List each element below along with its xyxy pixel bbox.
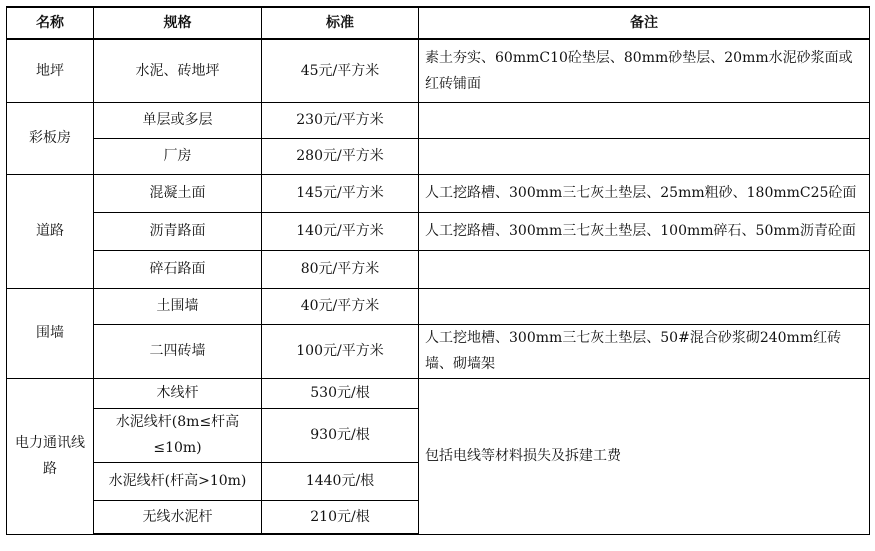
- spec-cell: 单层或多层: [94, 102, 262, 138]
- table-row: [7, 212, 870, 250]
- spec-cell: 土围墙: [94, 288, 262, 324]
- spec-cell: 水泥线杆(杆高>10m): [94, 462, 262, 500]
- standard-cell: 530元/根: [262, 378, 419, 408]
- category-name: 围墙: [7, 288, 94, 378]
- standard-cell: 230元/平方米: [262, 102, 419, 138]
- standard-cell: 210元/根: [262, 500, 419, 534]
- note-cell: 人工挖路槽、300mm三七灰土垫层、100mm碎石、50mm沥青砼面: [419, 212, 870, 250]
- standard-cell: 140元/平方米: [262, 212, 419, 250]
- table-row: [7, 250, 870, 288]
- spec-cell: 木线杆: [94, 378, 262, 408]
- note-cell: [419, 102, 870, 138]
- spec-cell: 水泥线杆(8m≤杆高≤10m): [94, 408, 262, 462]
- standard-cell: 80元/平方米: [262, 250, 419, 288]
- note-cell: [419, 138, 870, 174]
- note-cell: 人工挖路槽、300mm三七灰土垫层、25mm粗砂、180mmC25砼面: [419, 174, 870, 212]
- header-name: 名称: [7, 7, 94, 39]
- fee-standard-table: [6, 6, 870, 535]
- standard-cell: 145元/平方米: [262, 174, 419, 212]
- standard-cell: 40元/平方米: [262, 288, 419, 324]
- header-notes: 备注: [419, 7, 870, 39]
- category-name: 彩板房: [7, 102, 94, 174]
- spec-cell: 沥青路面: [94, 212, 262, 250]
- spec-cell: 无线水泥杆: [94, 500, 262, 534]
- table-row: [7, 324, 870, 378]
- category-name: 道路: [7, 174, 94, 288]
- standard-cell: 280元/平方米: [262, 138, 419, 174]
- spec-cell: 碎石路面: [94, 250, 262, 288]
- table-row: [7, 288, 870, 324]
- note-cell: 素土夯实、60mmC10砼垫层、80mm砂垫层、20mm水泥砂浆面或红砖铺面: [419, 39, 870, 102]
- table-row: [7, 39, 870, 102]
- spec-cell: 厂房: [94, 138, 262, 174]
- table-row: [7, 138, 870, 174]
- table-row: [7, 102, 870, 138]
- table-row: [7, 174, 870, 212]
- header-standard: 标准: [262, 7, 419, 39]
- spec-cell: 二四砖墙: [94, 324, 262, 378]
- standard-cell: 1440元/根: [262, 462, 419, 500]
- category-name: 电力通讯线路: [7, 378, 94, 534]
- header-row: [7, 7, 870, 39]
- note-cell: 包括电线等材料损失及拆建工费: [419, 378, 870, 534]
- note-cell: 人工挖地槽、300mm三七灰土垫层、50#混合砂浆砌240mm红砖墙、砌墙架: [419, 324, 870, 378]
- note-cell: [419, 288, 870, 324]
- standard-cell: 930元/根: [262, 408, 419, 462]
- standard-cell: 45元/平方米: [262, 39, 419, 102]
- spec-cell: 水泥、砖地坪: [94, 39, 262, 102]
- header-spec: 规格: [94, 7, 262, 39]
- category-name: 地坪: [7, 39, 94, 102]
- table-row: [7, 378, 870, 408]
- note-cell: [419, 250, 870, 288]
- standard-cell: 100元/平方米: [262, 324, 419, 378]
- spec-cell: 混凝土面: [94, 174, 262, 212]
